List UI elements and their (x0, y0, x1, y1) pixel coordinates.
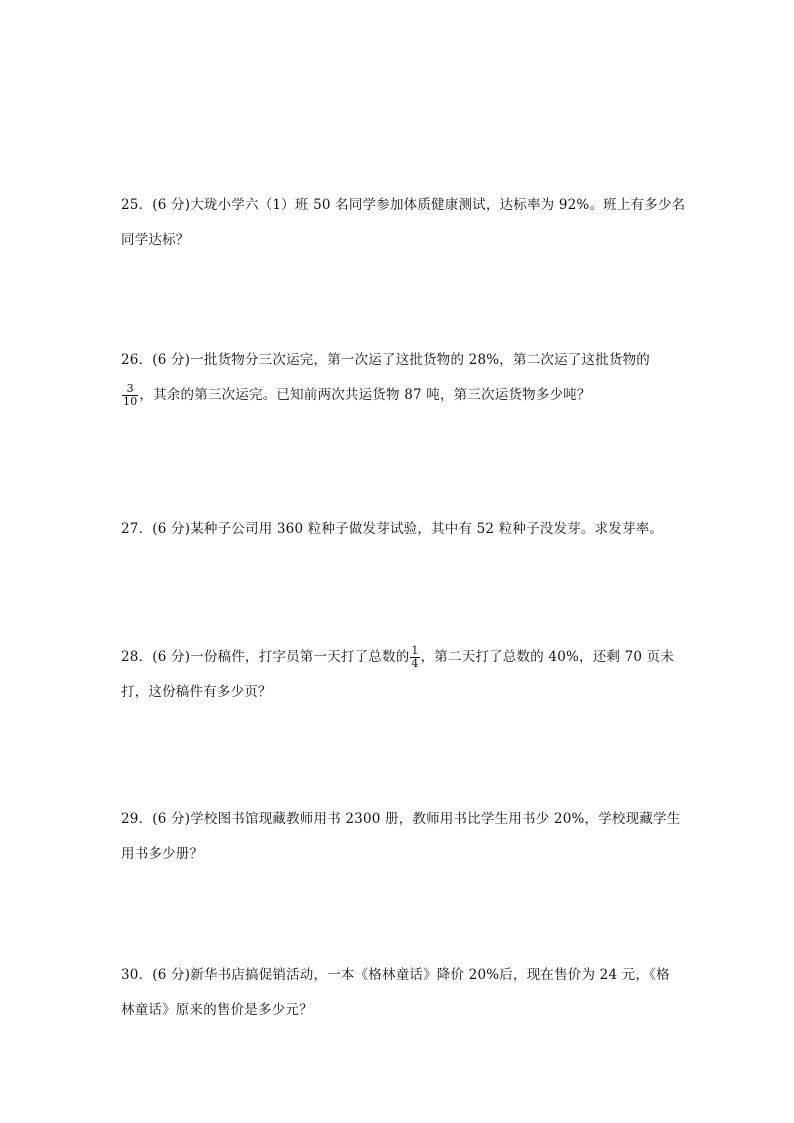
fraction-numerator: 1 (411, 644, 419, 657)
fraction-numerator: 3 (122, 383, 138, 396)
question-28-text-after: ，第二天打了总数的 40%，还剩 70 页未 (420, 649, 675, 665)
question-29-line-1: 29．(6 分)学校图书馆现藏教师用书 2300 册，教师用书比学生用书少 20%，学校现藏学生 (121, 811, 681, 827)
fraction-1-4 (410, 645, 419, 670)
question-25 (121, 188, 686, 258)
question-26 (121, 343, 681, 413)
question-28-line-1 (121, 640, 681, 675)
question-30-line-1: 30．(6 分)新华书店搞促销活动，一本《格林童话》降价 20%后，现在售价为 24 元，《格 (121, 967, 670, 983)
question-25-line-2: 同学达标？ (121, 232, 190, 248)
question-28 (121, 640, 681, 710)
question-26-line-2 (121, 378, 681, 413)
question-26-line-2-text: ，其余的第三次运完。已知前两次共运货物 87 吨，第三次运货物多少吨？ (139, 387, 591, 403)
question-27-line-1: 27．(6 分)某种子公司用 360 粒种子做发芽试验，其中有 52 粒种子没发芽。求发芽率。 (121, 521, 664, 537)
question-25-line-1: 25．(6 分)大珑小学六（1）班 50 名同学参加体质健康测试，达标率为 92%。班上有多少名 (121, 197, 686, 213)
question-29 (121, 802, 681, 872)
question-28-line-2: 打，这份稿件有多少页？ (121, 684, 272, 700)
fraction-3-10 (122, 383, 138, 408)
fraction-denominator: 4 (411, 657, 419, 670)
question-27 (121, 512, 681, 547)
question-26-line-1: 26．(6 分)一批货物分三次运完，第一次运了这批货物的 28%，第二次运了这批货物的 (121, 352, 650, 368)
question-28-text-before: 28．(6 分)一份稿件，打字员第一天打了总数的 (121, 649, 410, 665)
question-30 (121, 958, 681, 1028)
question-29-line-2: 用书多少册？ (121, 846, 204, 862)
fraction-denominator: 10 (123, 395, 138, 408)
question-30-line-2: 林童话》原来的售价是多少元？ (121, 1002, 313, 1018)
